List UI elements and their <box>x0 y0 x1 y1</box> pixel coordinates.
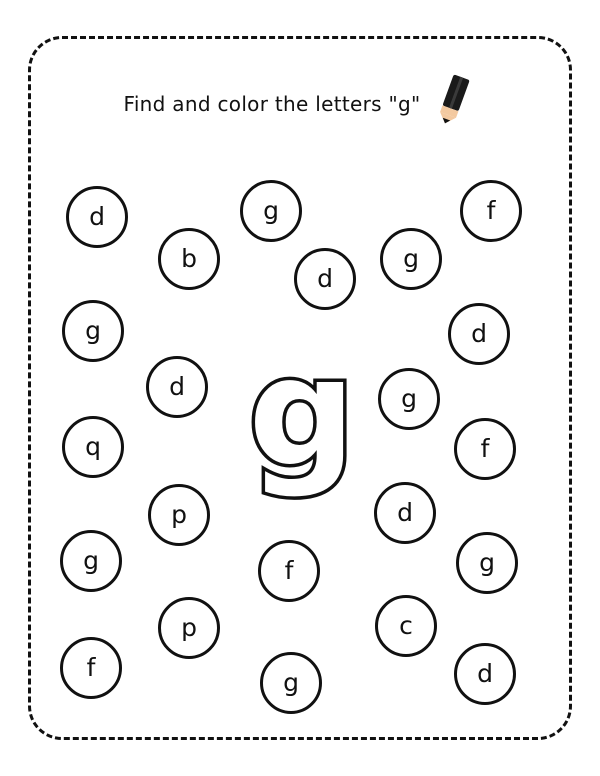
letter-bubble-label: f <box>480 433 490 463</box>
letter-bubble[interactable] <box>240 180 302 242</box>
letter-bubble[interactable] <box>456 532 518 594</box>
letter-bubble[interactable] <box>454 418 516 480</box>
pencil-icon <box>431 74 477 126</box>
letter-bubble[interactable] <box>454 643 516 705</box>
letter-bubble[interactable] <box>62 300 124 362</box>
letter-bubble-label: d <box>89 201 105 231</box>
letter-bubble[interactable] <box>62 416 124 478</box>
letter-bubble[interactable] <box>146 356 208 418</box>
letter-bubble[interactable] <box>158 597 220 659</box>
letter-bubble-label: d <box>477 658 493 688</box>
letter-bubble-label: g <box>85 315 101 345</box>
letter-bubble-label: d <box>317 263 333 293</box>
letter-bubble[interactable] <box>460 180 522 242</box>
letter-bubble[interactable] <box>66 186 128 248</box>
target-letter-glyph: g <box>248 326 356 500</box>
letter-bubble-label: f <box>86 652 96 682</box>
letter-bubble-label: g <box>401 383 417 413</box>
letter-bubble-label: f <box>486 195 496 225</box>
letter-bubble[interactable] <box>60 530 122 592</box>
letter-bubble-label: p <box>171 499 187 529</box>
letter-bubble[interactable] <box>375 595 437 657</box>
letter-bubble-label: d <box>471 318 487 348</box>
letter-bubble-label: d <box>169 371 185 401</box>
letter-bubble-label: p <box>181 612 197 642</box>
letter-bubble[interactable] <box>378 368 440 430</box>
dashed-border-frame <box>28 36 572 740</box>
worksheet-title-row <box>28 74 572 134</box>
letter-bubble-label: g <box>403 243 419 273</box>
letter-bubble-label: d <box>397 497 413 527</box>
page-title: Find and color the letters "g" <box>123 92 421 116</box>
letter-bubble-label: c <box>399 610 413 640</box>
letter-bubble[interactable] <box>448 303 510 365</box>
letter-bubble-label: q <box>85 431 101 461</box>
letter-bubble[interactable] <box>60 637 122 699</box>
letter-bubble[interactable] <box>148 484 210 546</box>
letter-bubble-label: g <box>283 667 299 697</box>
letter-bubble[interactable] <box>374 482 436 544</box>
letter-bubble-label: f <box>284 555 294 585</box>
letter-bubble-label: g <box>263 195 279 225</box>
letter-bubble-label: b <box>181 243 197 273</box>
letter-bubble-label: g <box>479 547 495 577</box>
letter-bubble[interactable] <box>294 248 356 310</box>
letter-bubble[interactable] <box>380 228 442 290</box>
letter-bubble[interactable] <box>260 652 322 714</box>
letter-bubble-label: g <box>83 545 99 575</box>
letter-bubble[interactable] <box>158 228 220 290</box>
letter-bubble[interactable] <box>258 540 320 602</box>
